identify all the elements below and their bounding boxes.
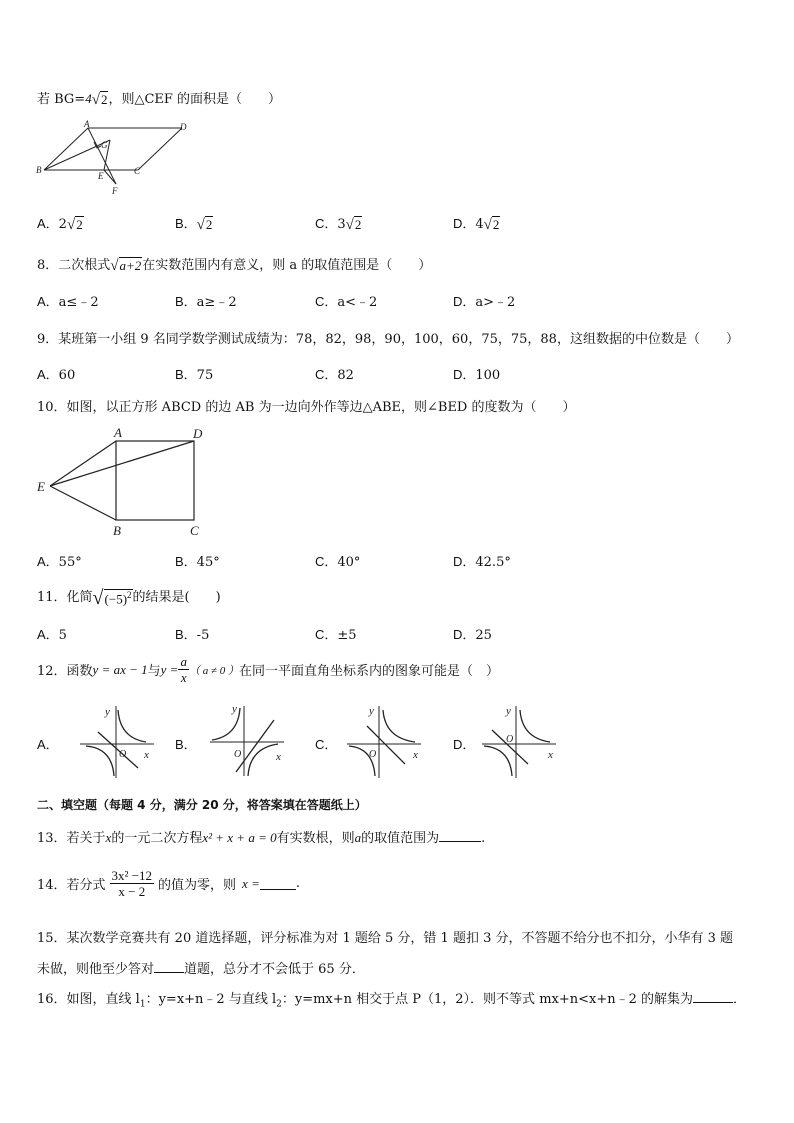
q16-stem: 16．如图，直线 $l_1$：y=x+n﹣2 与直线 $l_2$：y=mx+n 相交于点 P（1，2）．则不等式 mx+n<x+n﹣2 的解集为 ． xyxy=(37,992,747,1010)
q12-option-d-graph[interactable] xyxy=(478,702,558,780)
q9-stem: 9．某班第一小组 9 名同学数学测试成绩为：78，82，98，90，100，60，75，75，88，这组数据的中位数是（ ） xyxy=(37,332,739,347)
q9-option-b[interactable]: B．75 xyxy=(175,367,214,383)
q12-c-x-label: x xyxy=(413,749,418,761)
q10-option-c[interactable]: C．40° xyxy=(315,554,361,570)
q9-option-a[interactable]: A．60 xyxy=(37,367,76,383)
q12-option-d-label[interactable]: D． xyxy=(453,737,476,752)
q12-d-y-label: y xyxy=(506,705,511,717)
q10-label-b: B xyxy=(113,523,121,538)
q12-option-b-graph[interactable] xyxy=(206,702,286,780)
q14-stem: 14．若分式 $\frac{\text{3x² −12}}{x - 2}$ 的值为零，则 x = . xyxy=(37,868,300,899)
q9-option-c[interactable]: C．82 xyxy=(315,367,354,383)
q12-option-a-graph[interactable] xyxy=(76,702,156,780)
q8-option-d[interactable]: D．a>﹣2 xyxy=(453,294,516,310)
q10-label-d: D xyxy=(193,426,203,441)
q12-option-a-label[interactable]: A． xyxy=(37,737,59,752)
section-2-heading: 二、填空题（每题 4 分，满分 20 分，将答案填在答题纸上） xyxy=(37,798,367,812)
q11-sqrt: √ $(-5)^2$ xyxy=(92,586,132,609)
q12-d-x-label: x xyxy=(548,749,553,761)
q8-stem: 8．二次根式 √ a+2 在实数范围内有意义，则 a 的取值范围是（ ） xyxy=(37,258,432,274)
q7-label-a: A xyxy=(84,119,90,129)
q8-sqrt: √ a+2 xyxy=(110,258,142,274)
q11-stem: 11．化简 √ $(-5)^2$ 的结果是( ) xyxy=(37,586,221,609)
q12-b-y-label: y xyxy=(232,703,237,715)
q12-d-origin: O xyxy=(506,734,514,745)
q8-option-c[interactable]: C．a<﹣2 xyxy=(315,294,378,310)
q12-a-x-label: x xyxy=(144,749,149,761)
q14-answer-blank[interactable] xyxy=(260,877,296,890)
q16-answer-blank[interactable] xyxy=(693,990,733,1003)
q7-label-g: G xyxy=(101,140,108,150)
q11-option-c[interactable]: C．±5 xyxy=(315,627,357,643)
q7-option-b[interactable]: B． √ 2 xyxy=(175,216,213,233)
q7-label-e: E xyxy=(98,171,104,181)
q12-c-y-label: y xyxy=(369,705,374,717)
q10-option-a[interactable]: A．55° xyxy=(37,554,82,570)
q14-fraction: $\frac{\text{3x² −12}}{x - 2}$ xyxy=(111,868,153,899)
q10-option-d[interactable]: D．42.5° xyxy=(453,554,511,570)
q12-a-origin: O xyxy=(119,749,127,760)
q11-option-a[interactable]: A．5 xyxy=(37,627,67,643)
q8-option-b[interactable]: B．a≥﹣2 xyxy=(175,294,237,310)
q7-label-d: D xyxy=(180,122,187,132)
q7-figure-parallelogram xyxy=(30,118,200,198)
q7-option-d[interactable]: D．4 √ 2 xyxy=(453,216,500,233)
q11-option-b[interactable]: B．-5 xyxy=(175,627,210,643)
q12-option-c-graph[interactable] xyxy=(343,702,423,780)
q8-option-a[interactable]: A．a≤﹣2 xyxy=(37,294,99,310)
q7-coef: 4 xyxy=(85,91,92,106)
q12-option-c-label[interactable]: C． xyxy=(315,737,338,752)
q7-label-c: C xyxy=(134,166,141,176)
q10-figure-square xyxy=(34,424,214,540)
q7-label-f: F xyxy=(112,186,118,196)
q7-option-c[interactable]: C．3 √ 2 xyxy=(315,216,362,233)
q15-answer-blank[interactable] xyxy=(154,960,184,973)
q12-stem: 12．函数 y = ax − 1 与 y = $\frac{a}{x}$ （ a ≠ 0 ） 在同一平面直角坐标系内的图象可能是（ ） xyxy=(37,654,500,685)
q9-option-d[interactable]: D．100 xyxy=(453,367,501,383)
q12-fraction: $\frac{a}{x}$ xyxy=(180,654,187,685)
q12-b-x-label: x xyxy=(276,751,281,763)
q7-label-b: B xyxy=(36,165,42,175)
q13-stem: 13．若关于x的一元二次方程x² + x + a = 0有实数根，则a的取值范围为 . xyxy=(37,830,486,846)
q10-label-e: E xyxy=(37,479,45,494)
q10-stem: 10．如图，以正方形 ABCD 的边 AB 为一边向外作等边△ABE，则∠BED 的度数为（ ） xyxy=(37,400,576,415)
q7-sqrt: √ 2 xyxy=(91,92,108,108)
q12-a-y-label: y xyxy=(105,706,110,718)
q13-answer-blank[interactable] xyxy=(439,829,481,842)
q12-c-origin: O xyxy=(369,749,377,760)
q10-label-a: A xyxy=(114,425,122,440)
q7-option-a[interactable]: A．2 √ 2 xyxy=(37,216,83,233)
q11-option-d[interactable]: D．25 xyxy=(453,627,492,643)
q7-stem: 若 BG=4 √ 2 ，则△CEF 的面积是（ ） xyxy=(37,91,282,108)
q10-label-c: C xyxy=(190,523,199,538)
q12-b-origin: O xyxy=(234,749,242,760)
q12-option-b-label[interactable]: B． xyxy=(175,737,197,752)
q10-option-b[interactable]: B．45° xyxy=(175,554,220,570)
q15-line2: 未做，则他至少答对 道题，总分才不会低于 65 分． xyxy=(37,962,365,977)
q15-line1: 15．某次数学竞赛共有 20 道选择题，评分标准为对 1 题给 5 分，错 1 题扣 3 分，不答题不给分也不扣分，小华有 3 题 xyxy=(37,931,734,946)
